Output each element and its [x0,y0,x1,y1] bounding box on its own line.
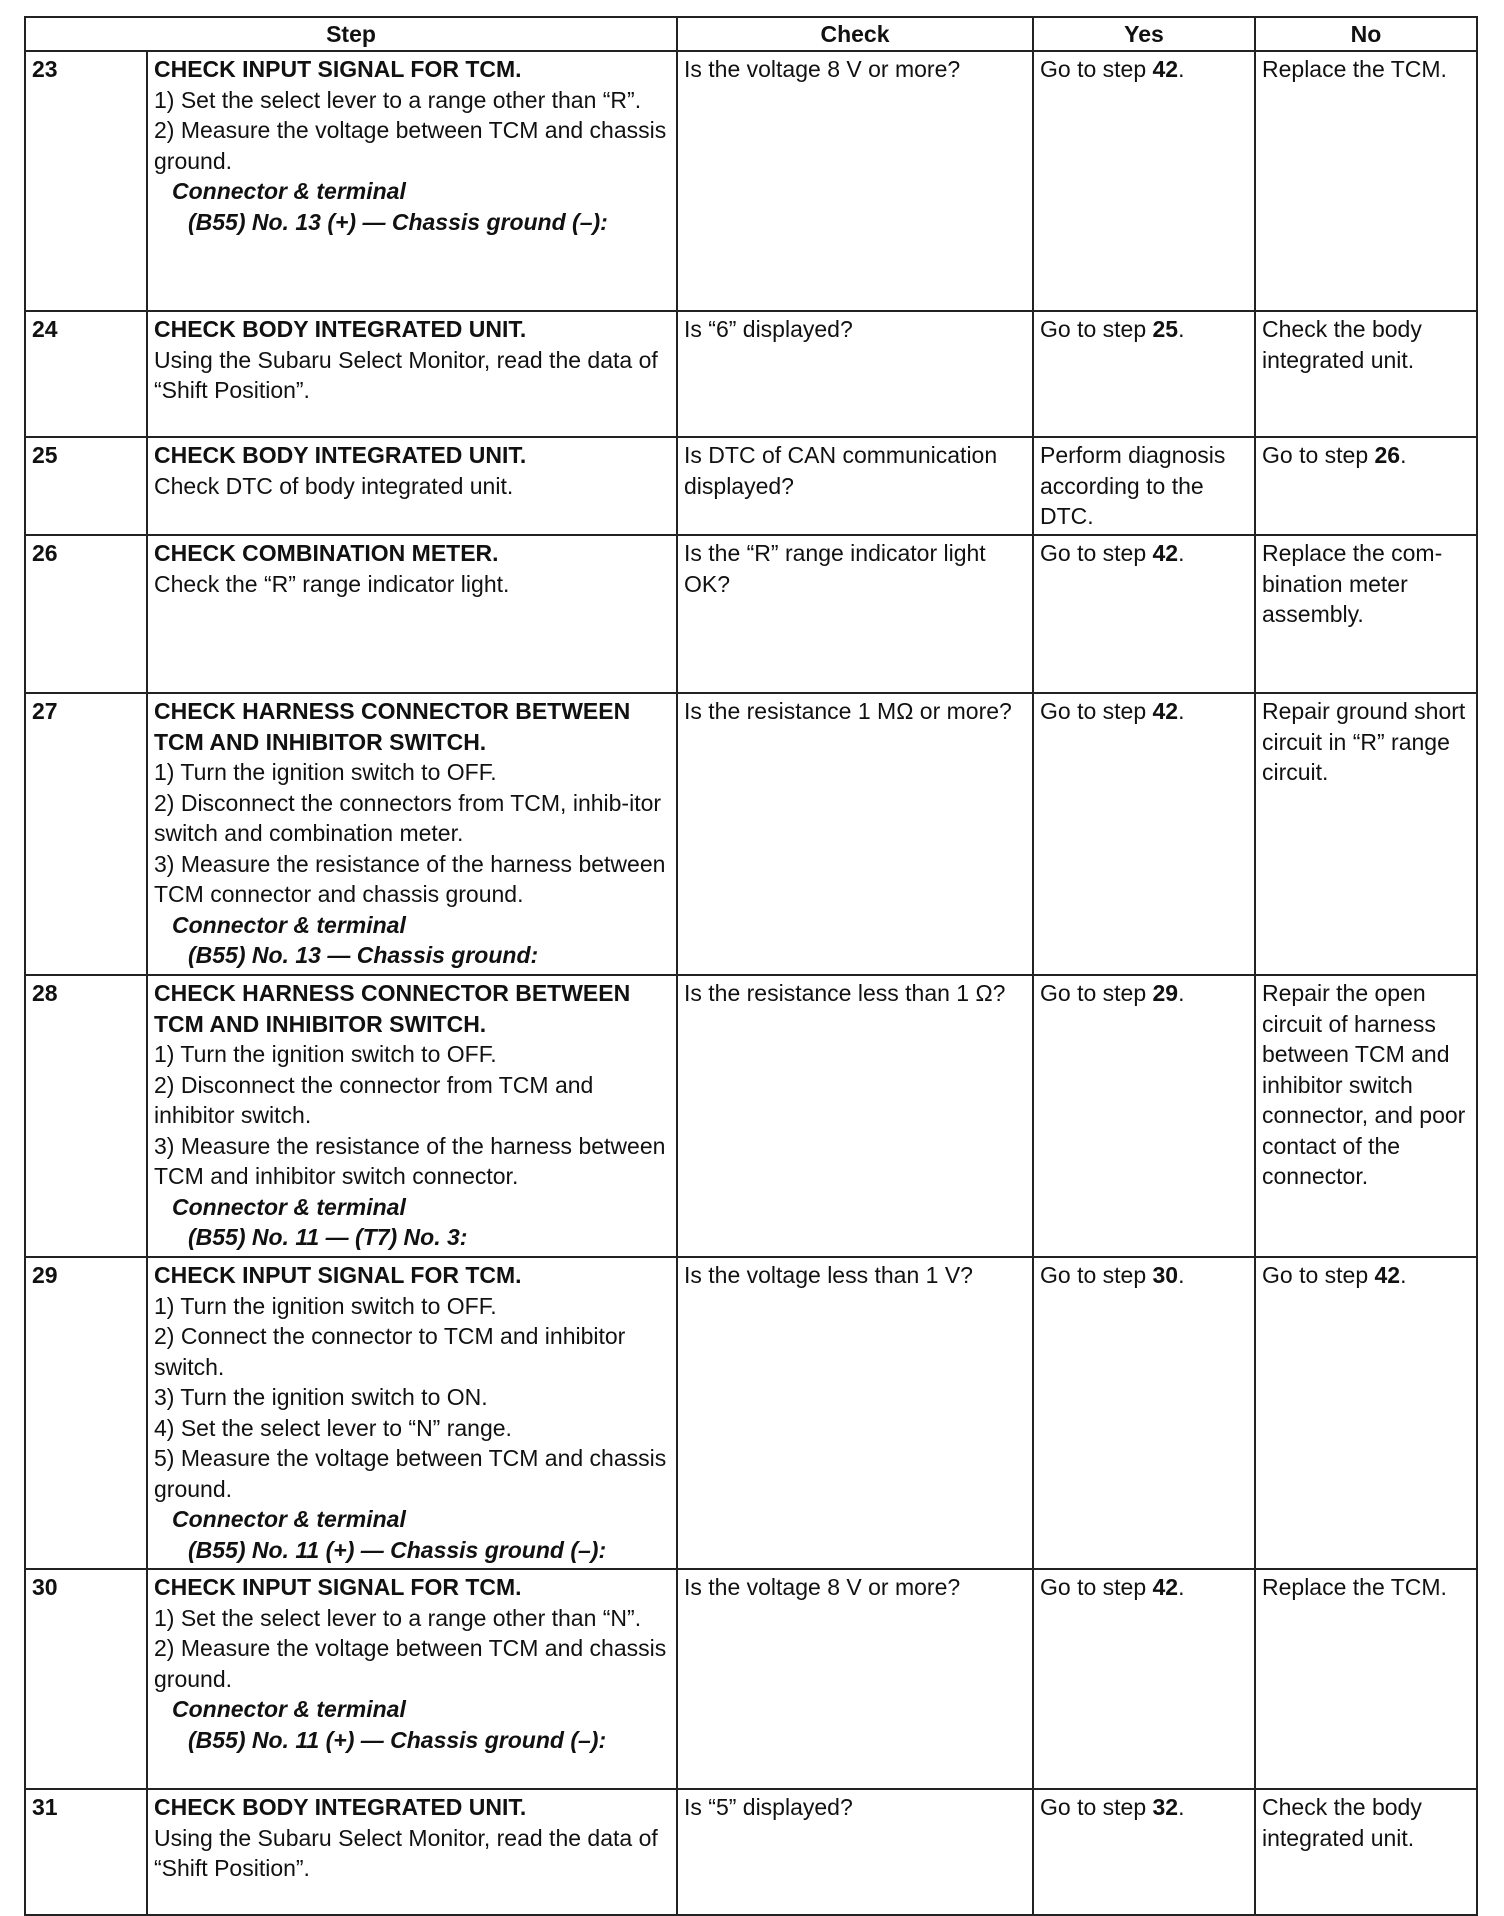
step-title: CHECK BODY INTEGRATED UNIT. [154,316,527,342]
step-content [147,975,677,1257]
step-content [147,1257,677,1569]
yes-action [1033,1789,1255,1915]
yes-text: Go to step [1040,540,1153,566]
step-content [147,51,677,311]
check-question: Is the resistance 1 MΩ or more? [677,693,1033,975]
no-action [1255,51,1477,311]
no-action [1255,975,1477,1257]
table-header-row [25,17,1477,51]
no-action [1255,1789,1477,1915]
yes-step-ref: 25 [1152,316,1179,342]
connector-label: Connector & terminal [172,1193,406,1220]
yes-end: . [1178,56,1185,82]
check-question: Is the voltage less than 1 V? [677,1257,1033,1569]
step-title: CHECK INPUT SIGNAL FOR TCM. [154,1262,522,1288]
step-content [147,1569,677,1789]
step-instruction: 3) Turn the ignition switch to ON. [154,1384,488,1410]
diagnostic-table [24,16,1478,1916]
yes-text: Go to step [1040,1574,1153,1600]
check-question: Is “5” displayed? [677,1789,1033,1915]
yes-step-ref: 32 [1152,1794,1179,1820]
yes-text: Go to step [1040,698,1153,724]
table-row [25,693,1477,975]
no-text: Replace the com-bination meter assembly. [1262,540,1443,627]
no-text: Replace the TCM. [1262,56,1447,82]
yes-step-ref: 42 [1152,56,1179,82]
step-number: 31 [25,1789,147,1915]
yes-step-ref: 42 [1152,1574,1179,1600]
step-title: CHECK HARNESS CONNECTOR BETWEEN TCM AND INHIBITOR SWITCH. [154,980,631,1037]
yes-action [1033,1257,1255,1569]
yes-action [1033,1569,1255,1789]
yes-action [1033,311,1255,437]
no-end: . [1400,1262,1407,1288]
yes-end: . [1178,1262,1185,1288]
step-instruction: Check DTC of body integrated unit. [154,472,514,499]
no-action [1255,693,1477,975]
step-title: CHECK INPUT SIGNAL FOR TCM. [154,1574,522,1600]
step-title: CHECK INPUT SIGNAL FOR TCM. [154,56,522,82]
no-end: . [1400,442,1407,468]
check-question: Is the voltage 8 V or more? [677,51,1033,311]
connector-label: Connector & terminal [172,911,406,938]
step-number: 24 [25,311,147,437]
yes-end: . [1178,1574,1185,1600]
step-instruction: 3) Measure the resistance of the harness between TCM connector and chassis ground. [154,850,666,907]
yes-end: . [1178,1794,1185,1820]
connector-terminal: (B55) No. 11 — (T7) No. 3: [188,1224,468,1250]
yes-action [1033,693,1255,975]
step-instruction: 2) Connect the connector to TCM and inhibitor switch. [154,1323,626,1380]
step-number: 23 [25,51,147,311]
no-step-ref: 42 [1374,1262,1401,1288]
diagnostic-page [24,16,1476,1916]
table-row [25,311,1477,437]
step-instruction: Check the “R” range indicator light. [154,570,510,597]
step-content [147,311,677,437]
no-action [1255,1569,1477,1789]
yes-text: Go to step [1040,1794,1153,1820]
table-row [25,437,1477,535]
yes-step-ref: 30 [1152,1262,1179,1288]
step-instruction: 4) Set the select lever to “N” range. [154,1414,512,1441]
step-content [147,693,677,975]
table-row [25,1569,1477,1789]
no-text: Repair ground short circuit in “R” range circuit. [1262,698,1466,785]
step-title: CHECK BODY INTEGRATED UNIT. [154,442,527,468]
step-number: 30 [25,1569,147,1789]
no-action [1255,1257,1477,1569]
header-step: Step [25,17,677,51]
yes-action [1033,437,1255,535]
table-row [25,51,1477,311]
connector-terminal: (B55) No. 13 (+) — Chassis ground (–): [188,208,608,235]
yes-text: Go to step [1040,980,1153,1006]
step-number: 29 [25,1257,147,1569]
yes-end: . [1178,540,1185,566]
connector-label: Connector & terminal [172,1506,406,1532]
no-step-ref: 26 [1374,442,1401,468]
step-content [147,535,677,693]
connector-terminal: (B55) No. 11 (+) — Chassis ground (–): [188,1536,607,1563]
yes-text: Go to step [1040,56,1153,82]
step-instruction: 5) Measure the voltage between TCM and chassis ground. [154,1445,667,1502]
step-title: CHECK COMBINATION METER. [154,540,499,566]
check-question: Is DTC of CAN communication displayed? [677,437,1033,535]
check-question: Is the voltage 8 V or more? [677,1569,1033,1789]
step-number: 26 [25,535,147,693]
step-instruction: 2) Measure the voltage between TCM and chassis ground. [154,117,667,174]
no-action [1255,535,1477,693]
check-question: Is the resistance less than 1 Ω? [677,975,1033,1257]
step-content [147,1789,677,1915]
check-question: Is the “R” range indicator light OK? [677,535,1033,693]
step-instruction: Using the Subaru Select Monitor, read the data of “Shift Position”. [154,1824,658,1881]
step-instruction: 2) Disconnect the connectors from TCM, inhib-itor switch and combination meter. [154,789,662,846]
step-instruction: 2) Disconnect the connector from TCM and inhibitor switch. [154,1071,594,1128]
connector-label: Connector & terminal [172,178,406,204]
no-text: Replace the TCM. [1262,1574,1447,1600]
no-action [1255,437,1477,535]
no-text: Check the body integrated unit. [1262,1794,1422,1851]
yes-action [1033,51,1255,311]
yes-step-ref: 42 [1152,698,1179,724]
yes-step-ref: 29 [1152,980,1179,1006]
no-text: Check the body integrated unit. [1262,316,1422,373]
step-instruction: 3) Measure the resistance of the harness between TCM and inhibitor switch connector. [154,1132,666,1189]
yes-text: Go to step [1040,316,1153,342]
step-content [147,437,677,535]
step-instruction: 1) Turn the ignition switch to OFF. [154,1041,497,1067]
no-action [1255,311,1477,437]
step-instruction: Using the Subaru Select Monitor, read the data of “Shift Position”. [154,346,658,403]
yes-text: Go to step [1040,1262,1153,1288]
yes-action [1033,975,1255,1257]
no-text: Repair the open circuit of harness between TCM and inhibitor switch connector, and poor contact of the connector. [1262,980,1466,1189]
no-text: Go to step [1262,442,1375,468]
table-row [25,535,1477,693]
header-check: Check [677,17,1033,51]
header-yes: Yes [1033,17,1255,51]
step-instruction: 1) Set the select lever to a range other than “R”. [154,86,642,113]
header-no: No [1255,17,1477,51]
step-number: 28 [25,975,147,1257]
step-title: CHECK BODY INTEGRATED UNIT. [154,1794,527,1820]
yes-end: . [1178,980,1185,1006]
step-instruction: 1) Turn the ignition switch to OFF. [154,1292,497,1319]
step-number: 27 [25,693,147,975]
yes-step-ref: 42 [1152,540,1179,566]
connector-terminal: (B55) No. 11 (+) — Chassis ground (–): [188,1726,607,1753]
table-row [25,975,1477,1257]
yes-text: Perform diagnosis according to the DTC. [1040,442,1226,529]
table-row [25,1789,1477,1915]
yes-action [1033,535,1255,693]
step-instruction: 1) Turn the ignition switch to OFF. [154,759,497,785]
connector-label: Connector & terminal [172,1696,406,1722]
connector-terminal: (B55) No. 13 — Chassis ground: [188,942,539,968]
yes-end: . [1178,316,1185,342]
step-instruction: 1) Set the select lever to a range other than “N”. [154,1604,642,1631]
no-text: Go to step [1262,1262,1375,1288]
table-row [25,1257,1477,1569]
step-number: 25 [25,437,147,535]
check-question: Is “6” displayed? [677,311,1033,437]
yes-end: . [1178,698,1185,724]
step-title: CHECK HARNESS CONNECTOR BETWEEN TCM AND INHIBITOR SWITCH. [154,698,631,755]
step-instruction: 2) Measure the voltage between TCM and chassis ground. [154,1635,667,1692]
